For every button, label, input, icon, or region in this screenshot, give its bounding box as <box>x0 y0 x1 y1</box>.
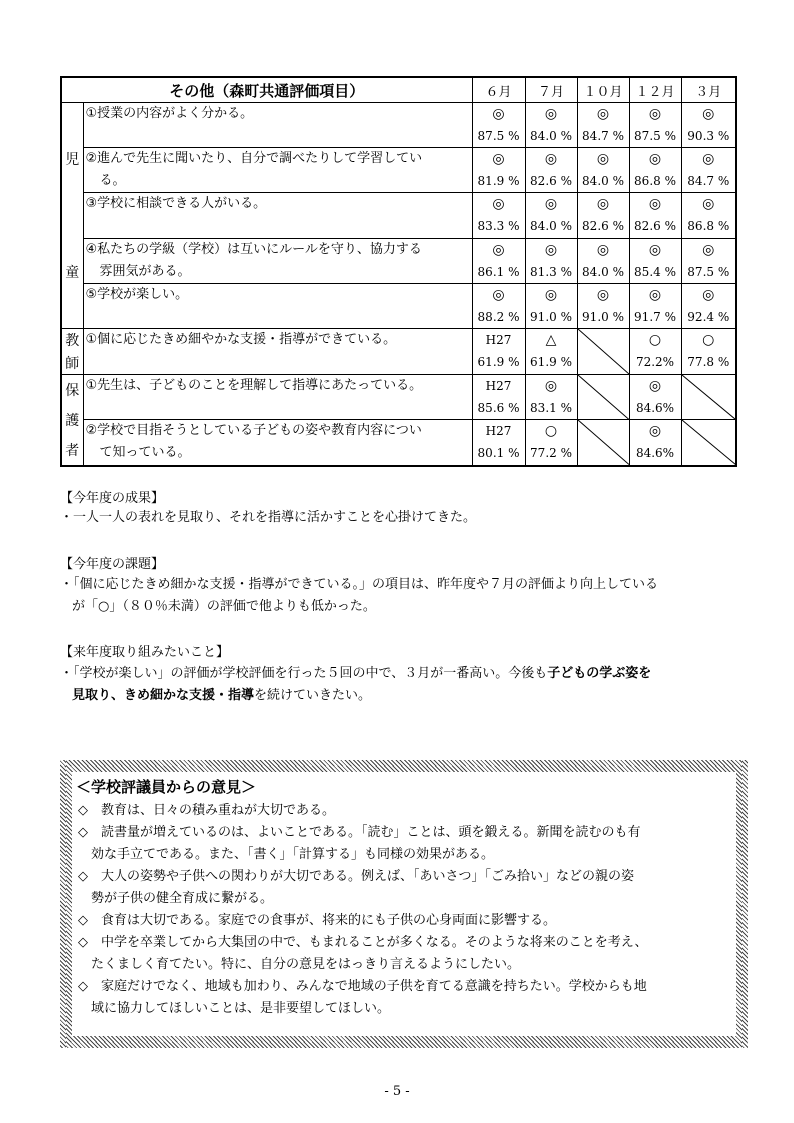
opinion-line: たくましく育てたい。特に、自分の意見をはっきり言えるようにしたい。 <box>78 957 521 972</box>
rating-cell <box>681 283 736 328</box>
empty-cell <box>681 420 736 466</box>
page-number: - 5 - <box>384 1084 410 1099</box>
table-row <box>61 420 736 466</box>
rating-cell <box>629 420 681 466</box>
item-text <box>83 193 472 238</box>
item-line: ①個に応じたきめ細やかな支援・指導ができている。 <box>85 332 397 347</box>
next-line-emphasis: 子どもの学ぶ姿を <box>547 666 652 681</box>
results-heading: 【今年度の成果】 <box>60 491 165 506</box>
rating-symbol: ◎ <box>648 106 662 122</box>
month-header: ６月 <box>472 77 525 103</box>
diagonal-slash <box>682 420 736 465</box>
rating-percent: 84.7 % <box>582 129 624 143</box>
item-text <box>83 103 472 148</box>
rating-cell <box>681 103 736 148</box>
item-line: ②学校で目指そうとしている子どもの姿や教育内容につい <box>85 423 422 439</box>
empty-cell <box>577 375 629 420</box>
group-label-char: 者 <box>65 443 80 459</box>
rating-percent: 88.2 % <box>477 309 520 324</box>
opinion-line: ◇ 家庭だけでなく、地域も加わり、みんなで地域の子供を育てる意識を持ちたい。学校からも地 <box>78 979 647 994</box>
empty-cell <box>577 329 629 375</box>
rating-percent: 72.2% <box>635 355 675 369</box>
rating-symbol: ◎ <box>596 241 610 258</box>
slash-line <box>578 375 629 419</box>
item-line <box>86 351 472 373</box>
table-title: その他（森町共通評価項目） <box>61 77 472 103</box>
rating-symbol: H27 <box>485 333 512 347</box>
rating-cell <box>525 329 577 375</box>
opinion-line: ◇ 教育は、日々の積み重ねが大切である。 <box>78 803 335 818</box>
next-line <box>60 663 651 685</box>
rating-symbol: ◎ <box>702 196 715 213</box>
rating-percent: 61.9 % <box>477 355 520 369</box>
issues-line: が「○」（８０％未満）の評価で他よりも低かった。 <box>72 599 376 614</box>
rating-cell <box>577 283 629 328</box>
rating-symbol: ○ <box>702 332 715 348</box>
opinion-line: ◇ 中学を卒業してから大集団の中で、もまれることが多くなる。そのような将来のことを考え、 <box>78 935 648 950</box>
rating-percent: 87.5 % <box>687 264 730 279</box>
group-label-char: 師 <box>65 355 80 372</box>
item-line <box>86 397 472 419</box>
rating-cell <box>681 238 736 283</box>
rating-percent: 91.0 % <box>530 309 572 324</box>
rating-cell <box>525 283 577 328</box>
rating-symbol: H27 <box>485 424 512 439</box>
rating-percent: 86.1 % <box>477 264 520 279</box>
rating-cell <box>525 420 577 466</box>
rating-percent: 82.6 % <box>530 174 572 189</box>
rating-percent: 84.0 % <box>530 129 572 143</box>
opinion-line: 域に協力してほしいことは、是非要望してほしい。 <box>78 1001 391 1016</box>
item-line <box>86 215 472 237</box>
next-line-emphasis: 見取り、きめ細かな支援・指導 <box>72 688 255 703</box>
rating-symbol: ◎ <box>544 286 558 303</box>
table-row <box>61 238 736 283</box>
rating-percent: 84.0 % <box>582 264 624 279</box>
rating-percent: 84.0 % <box>582 174 624 189</box>
slash-line <box>578 329 629 374</box>
rating-cell <box>525 193 577 238</box>
group-label-teachers <box>61 329 83 375</box>
rating-cell <box>525 148 577 193</box>
rating-symbol: ◎ <box>544 151 558 168</box>
rating-cell <box>629 193 681 238</box>
item-line: る。 <box>99 173 126 189</box>
rating-cell <box>472 283 525 328</box>
next-line <box>72 685 371 707</box>
empty-cell <box>681 375 736 420</box>
group-label-char: 護 <box>65 413 80 429</box>
rating-symbol: ◎ <box>492 106 505 122</box>
rating-percent: 85.6 % <box>477 401 520 415</box>
rating-percent: 84.6% <box>635 446 675 461</box>
rating-symbol: ◎ <box>702 106 715 122</box>
opinion-line: ◇ 食育は大切である。家庭での食事が、将来的にも子供の心身両面に影響する。 <box>78 913 556 928</box>
rating-symbol: ◎ <box>596 286 610 303</box>
rating-symbol: ◎ <box>544 196 558 213</box>
rating-symbol: ◎ <box>544 106 558 122</box>
rating-symbol: ◎ <box>648 151 662 168</box>
item-text <box>83 283 472 328</box>
rating-symbol: ◎ <box>648 241 662 258</box>
rating-percent: 87.5 % <box>477 129 520 143</box>
empty-cell <box>577 420 629 466</box>
group-label-char: 童 <box>65 264 80 281</box>
rating-percent: 91.0 % <box>582 309 624 324</box>
rating-symbol: ◎ <box>596 151 610 168</box>
diagonal-slash <box>578 420 629 465</box>
rating-symbol: ◎ <box>596 106 610 122</box>
rating-cell <box>472 420 525 466</box>
item-line: ①先生は、子どものことを理解して指導にあたっている。 <box>85 378 423 393</box>
rating-symbol: ◎ <box>544 378 558 394</box>
rating-percent: 81.3 % <box>530 264 572 279</box>
rating-symbol: ◎ <box>492 196 505 213</box>
slash-line <box>682 375 736 419</box>
rating-percent: 84.7 % <box>687 174 730 189</box>
table-row <box>61 148 736 193</box>
item-line <box>86 125 472 147</box>
rating-cell <box>472 148 525 193</box>
rating-cell <box>472 329 525 375</box>
rating-cell <box>629 103 681 148</box>
rating-cell <box>681 148 736 193</box>
item-line: ⑤学校が楽しい。 <box>85 286 189 302</box>
slash-line <box>682 420 736 465</box>
item-text <box>83 148 472 193</box>
table-row <box>61 283 736 328</box>
item-text <box>83 375 472 420</box>
rating-cell <box>629 238 681 283</box>
table-row <box>61 329 736 375</box>
rating-cell <box>577 103 629 148</box>
rating-symbol: ◎ <box>492 286 505 303</box>
rating-cell <box>629 375 681 420</box>
rating-cell <box>577 238 629 283</box>
rating-symbol: ◎ <box>648 196 662 213</box>
diagonal-slash <box>682 375 736 419</box>
rating-cell <box>629 148 681 193</box>
next-line-text: ・「学校が楽しい」の評価が学校評価を行った５回の中で、３月が一番高い。今後も <box>60 666 548 681</box>
item-line <box>86 306 472 328</box>
item-line: ③学校に相談できる人がいる。 <box>85 196 267 212</box>
next-line-text: を続けていきたい。 <box>254 688 372 703</box>
rating-symbol: ◎ <box>648 286 662 303</box>
slash-line <box>578 420 629 465</box>
rating-percent: 82.6 % <box>634 219 676 234</box>
item-text <box>83 329 472 375</box>
rating-cell <box>472 375 525 420</box>
rating-cell <box>525 103 577 148</box>
rating-symbol: ◎ <box>544 241 558 258</box>
rating-symbol: ○ <box>544 423 558 440</box>
diagonal-slash <box>578 375 629 419</box>
rating-cell <box>577 148 629 193</box>
rating-cell <box>472 193 525 238</box>
diagonal-slash <box>578 329 629 374</box>
opinion-line: 勢が子供の健全育成に繋がる。 <box>78 891 274 906</box>
group-label-students <box>61 103 83 329</box>
issues-heading: 【今年度の課題】 <box>60 557 165 572</box>
group-label-parents <box>61 375 83 467</box>
rating-percent: 82.6 % <box>582 219 624 234</box>
rating-symbol: ◎ <box>702 286 715 303</box>
rating-symbol: ◎ <box>702 241 715 258</box>
rating-percent: 77.8 % <box>687 355 730 369</box>
rating-symbol: ◎ <box>492 241 505 258</box>
rating-percent: 90.3 % <box>687 129 730 143</box>
rating-percent: 86.8 % <box>634 174 676 189</box>
opinions-list <box>78 800 648 1020</box>
evaluation-table <box>60 76 737 467</box>
opinion-line: 効な手立てである。また、「書く」「計算する」も同様の効果がある。 <box>78 847 495 862</box>
month-header: １２月 <box>629 77 681 103</box>
rating-percent: 84.0 % <box>530 219 572 234</box>
rating-cell <box>472 103 525 148</box>
rating-cell <box>681 329 736 375</box>
item-line: て知っている。 <box>99 445 191 461</box>
rating-percent: 80.1 % <box>477 446 520 461</box>
rating-percent: 61.9 % <box>530 355 572 369</box>
rating-cell <box>629 283 681 328</box>
opinion-line: ◇ 大人の姿勢や子供への関わりが大切である。例えば、「あいさつ」「ごみ拾い」などの親の姿 <box>78 869 634 884</box>
next-heading: 【来年度取り組みたいこと】 <box>60 645 230 660</box>
month-header: １０月 <box>577 77 629 103</box>
rating-symbol: △ <box>545 332 557 348</box>
item-line: ④私たちの学級（学校）は互いにルールを守り、協力する <box>85 241 422 257</box>
group-label-char: 保 <box>65 383 80 399</box>
month-header: ３月 <box>681 77 736 103</box>
table-row <box>61 375 736 420</box>
item-text <box>83 238 472 283</box>
item-line: ①授業の内容がよく分かる。 <box>85 106 254 121</box>
item-line: 雰囲気がある。 <box>99 263 191 279</box>
rating-percent: 83.1 % <box>530 401 572 415</box>
group-label-char: 児 <box>65 152 80 169</box>
rating-symbol: H27 <box>485 379 512 393</box>
group-label-char: 教 <box>65 333 80 350</box>
rating-percent: 86.8 % <box>687 219 730 234</box>
rating-symbol: ○ <box>648 332 662 348</box>
table-row <box>61 193 736 238</box>
opinion-line: ◇ 読書量が増えているのは、よいことである。「読む」ことは、頭を鍛える。新聞を読むのも有 <box>78 825 641 840</box>
rating-percent: 84.6% <box>635 401 675 415</box>
rating-cell <box>681 193 736 238</box>
rating-cell <box>629 329 681 375</box>
rating-symbol: ◎ <box>648 378 662 394</box>
item-text <box>83 420 472 466</box>
issues-line: ・「個に応じたきめ細かな支援・指導ができている。」の項目は、昨年度や７月の評価より向上している <box>60 577 659 592</box>
rating-percent: 77.2 % <box>530 446 572 461</box>
item-line: ②進んで先生に聞いたり、自分で調べたりして学習してい <box>85 151 423 167</box>
rating-percent: 87.5 % <box>634 129 676 143</box>
rating-percent: 81.9 % <box>477 174 520 189</box>
month-header: ７月 <box>525 77 577 103</box>
table-row <box>61 103 736 148</box>
rating-symbol: ◎ <box>596 196 610 213</box>
rating-percent: 92.4 % <box>687 309 730 324</box>
rating-percent: 83.3 % <box>477 219 520 234</box>
rating-cell <box>525 238 577 283</box>
rating-percent: 91.7 % <box>634 309 676 324</box>
rating-cell <box>472 238 525 283</box>
opinions-title: ＜学校評議員からの意見＞ <box>76 778 257 796</box>
rating-symbol: ◎ <box>648 423 662 440</box>
opinions-box <box>60 760 748 1048</box>
rating-symbol: ◎ <box>702 151 715 168</box>
rating-percent: 85.4 % <box>634 264 676 279</box>
results-body: ・一人一人の表れを見取り、それを指導に活かすことを心掛けてきた。 <box>60 510 477 525</box>
rating-symbol: ◎ <box>492 151 505 168</box>
rating-cell <box>525 375 577 420</box>
rating-cell <box>577 193 629 238</box>
